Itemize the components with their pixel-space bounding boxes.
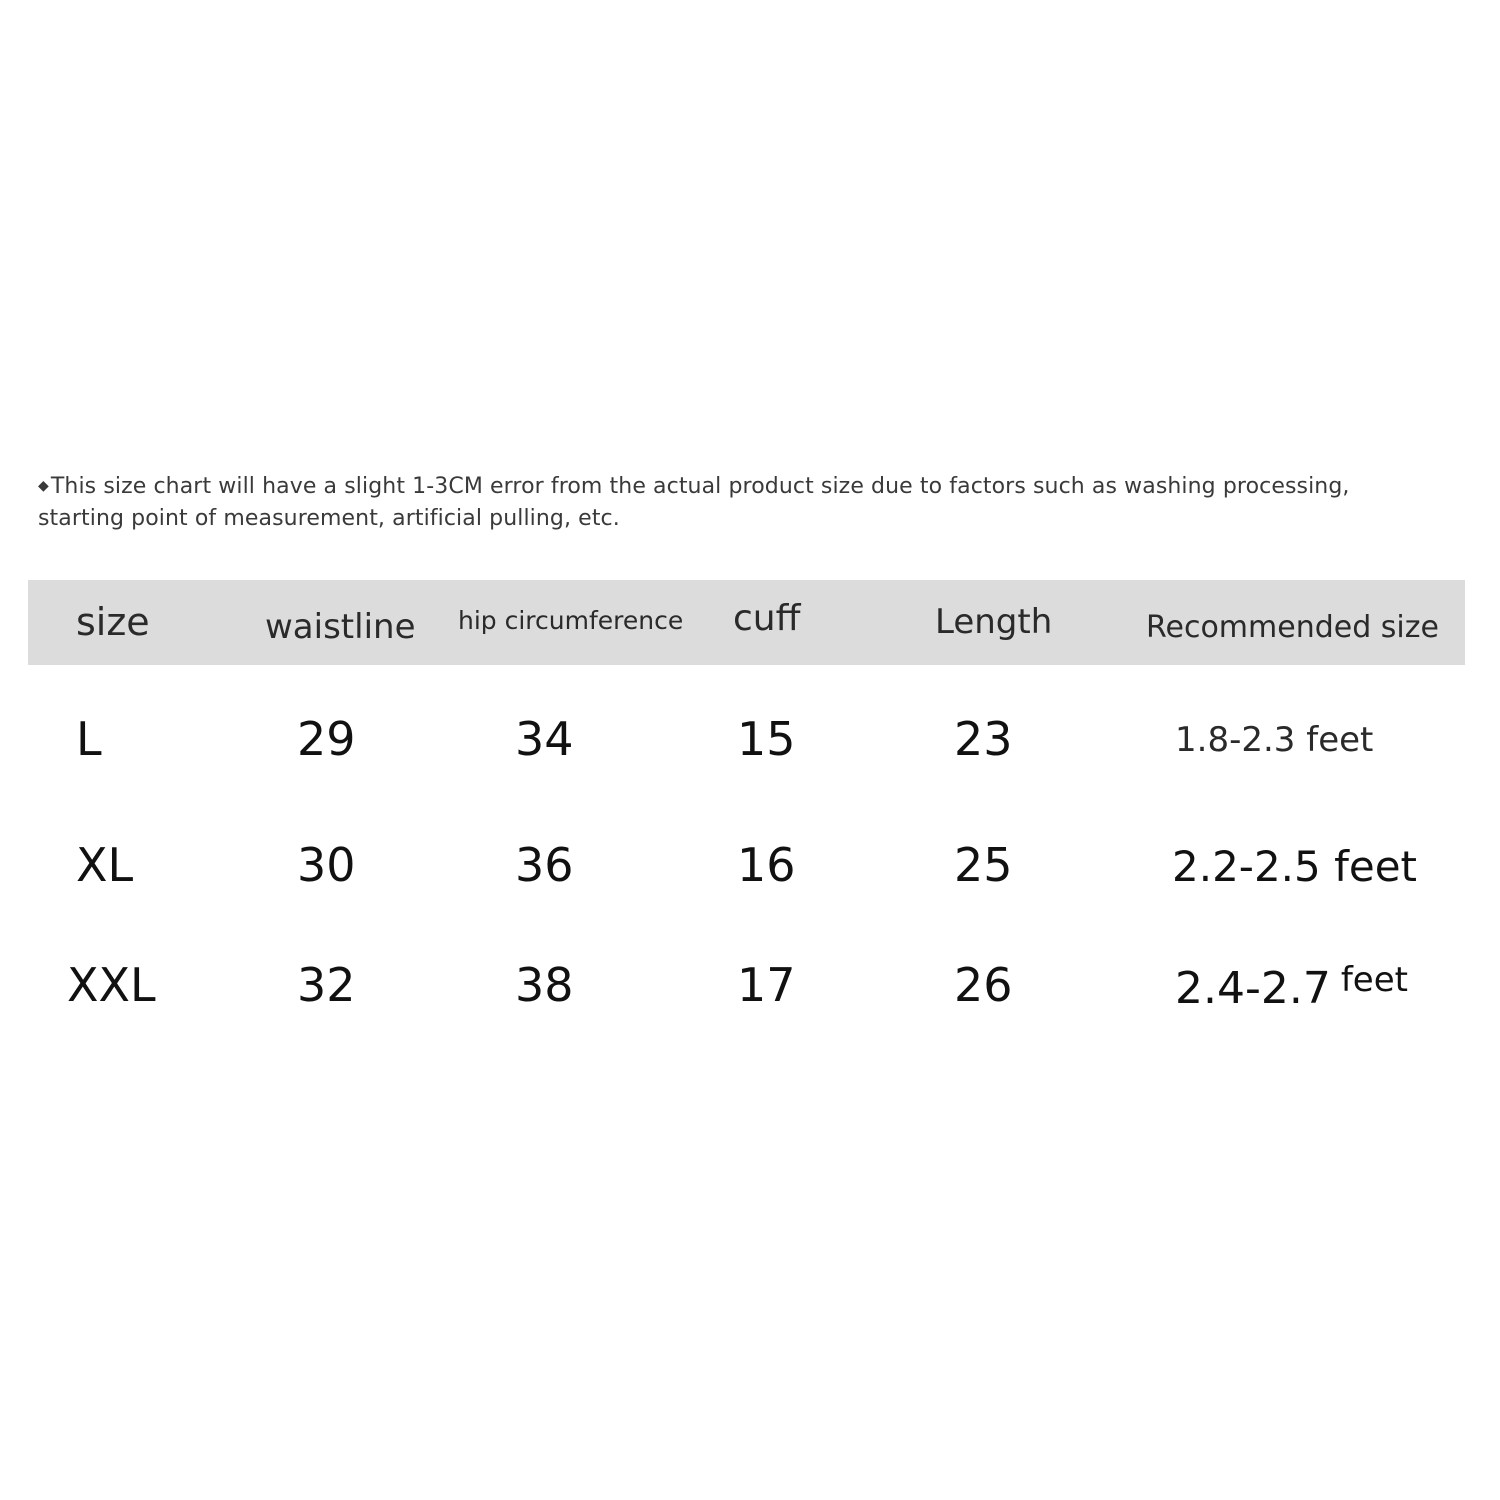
- row-xxl-hip: 38: [515, 958, 574, 1012]
- row-l-waistline: 29: [297, 712, 356, 766]
- row-xl-size: XL: [76, 838, 134, 892]
- row-xl-hip: 36: [515, 838, 574, 892]
- row-xl-waistline: 30: [297, 838, 356, 892]
- row-xl-cuff: 16: [737, 838, 796, 892]
- header-waistline: waistline: [265, 607, 416, 647]
- row-l-recommended: 1.8-2.3 feet: [1175, 720, 1374, 760]
- row-l-hip: 34: [515, 712, 574, 766]
- size-chart-note: [38, 470, 1468, 535]
- row-xxl-recommended-range: 2.4-2.7: [1175, 963, 1331, 1014]
- row-xxl-cuff: 17: [737, 958, 796, 1012]
- note-line-2: starting point of measurement, artificial pulling, etc.: [38, 506, 620, 531]
- row-l-cuff: 15: [737, 712, 796, 766]
- row-xxl-size: XXL: [67, 958, 156, 1012]
- header-hip-circumference: hip circumference: [458, 606, 684, 635]
- row-xxl-length: 26: [954, 958, 1013, 1012]
- row-xxl-recommended: [1175, 960, 1408, 1014]
- row-xxl-waistline: 32: [297, 958, 356, 1012]
- note-line-1: This size chart will have a slight 1-3CM error from the actual product size due to factors such as washing processing,: [50, 474, 1350, 499]
- row-l-length: 23: [954, 712, 1013, 766]
- row-l-size: L: [76, 712, 102, 766]
- header-size: size: [76, 600, 150, 644]
- header-cuff: cuff: [733, 598, 801, 639]
- row-xl-recommended: 2.2-2.5 feet: [1172, 842, 1418, 891]
- diamond-bullet-icon: ◆: [38, 478, 49, 494]
- row-xxl-recommended-unit: feet: [1340, 960, 1408, 1000]
- header-length: Length: [935, 602, 1053, 642]
- header-recommended-size: Recommended size: [1146, 610, 1439, 645]
- row-xl-length: 25: [954, 838, 1013, 892]
